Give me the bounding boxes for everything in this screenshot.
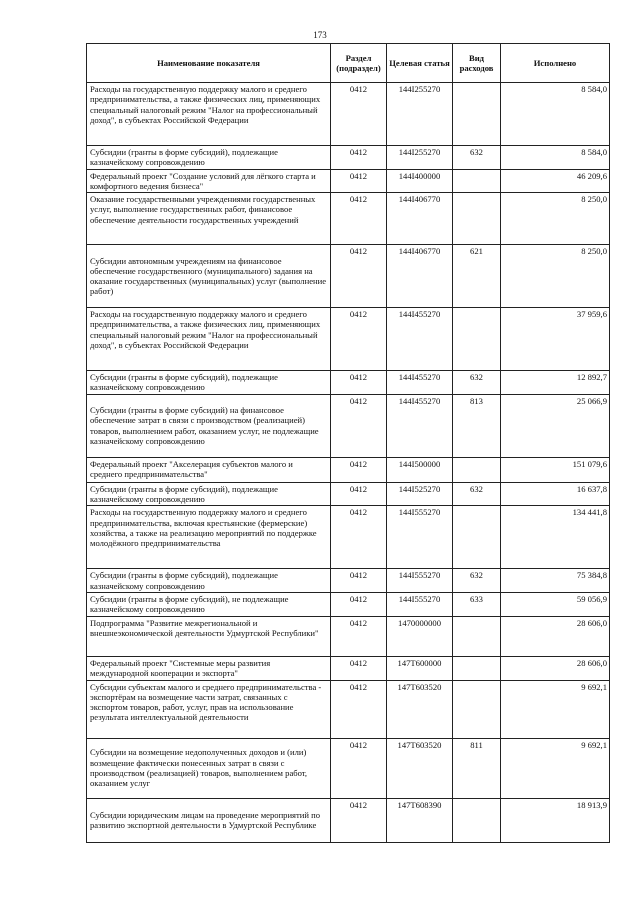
table-row [87,394,610,457]
row-type [453,616,501,656]
row-type: 632 [453,371,501,395]
row-type [453,680,501,738]
row-section: 0412 [331,457,387,482]
row-section: 0412 [331,680,387,738]
row-name: Субсидии субъектам малого и среднего предпринимательства - экспортёрам на возмещение части затрат, связанных с экспортом товаров, работ, услуг, прав на использование результата интеллектуальной деятельности [87,680,331,738]
header-section: Раздел (подраздел) [331,44,387,83]
header-type: Вид расходов [453,44,501,83]
row-type [453,798,501,842]
row-section: 0412 [331,169,387,193]
row-type: 632 [453,482,501,506]
row-name: Расходы на государственную поддержку малого и среднего предпринимательства, а также физических лиц, применяющих специальный налоговый режим "Налог на профессиональный доход", в субъектах Российской Федерации [87,308,331,371]
table-row [87,245,610,308]
row-type [453,193,501,245]
row-name: Субсидии (гранты в форме субсидий), подлежащие казначейскому сопровождению [87,569,331,593]
row-name: Федеральный проект "Создание условий для лёгкого старта и комфортного ведения бизнеса" [87,169,331,193]
row-type [453,457,501,482]
page-number: 173 [313,30,327,40]
row-section: 0412 [331,616,387,656]
table-body [87,83,610,843]
row-name: Субсидии (гранты в форме субсидий), подлежащие казначейскому сопровождению [87,482,331,506]
row-target: 147T600000 [387,656,453,680]
budget-execution-table [86,43,610,843]
table-row [87,193,610,245]
row-target: 144I455270 [387,308,453,371]
row-type [453,83,501,146]
row-name: Субсидии на возмещение недополученных доходов и (или) возмещение фактически понесенных затрат в связи с производством (реализацией) товаров, выполнением работ, оказанием услуг [87,738,331,798]
row-name: Субсидии (гранты в форме субсидий) на финансовое обеспечение затрат в связи с производством (реализацией) товаров, выполнением работ, оказанием услуг, не подлежащие казначейскому сопровождению [87,394,331,457]
row-name: Расходы на государственную поддержку малого и среднего предпринимательства, включая крестьянские (фермерские) хозяйства, а также на реализацию мероприятий по поддержке молодёжного предпринимательства [87,506,331,569]
row-target: 144I555270 [387,506,453,569]
table-row [87,457,610,482]
row-target: 1470000000 [387,616,453,656]
row-executed: 28 606,0 [501,656,610,680]
row-section: 0412 [331,146,387,170]
row-executed: 8 250,0 [501,245,610,308]
row-type: 811 [453,738,501,798]
row-target: 144I255270 [387,83,453,146]
row-executed: 12 892,7 [501,371,610,395]
row-section: 0412 [331,569,387,593]
row-target: 147T603520 [387,738,453,798]
table-header [87,44,610,83]
table-row [87,308,610,371]
row-section: 0412 [331,371,387,395]
row-section: 0412 [331,798,387,842]
table-row [87,680,610,738]
table-row [87,569,610,593]
row-target: 144I455270 [387,371,453,395]
row-name: Расходы на государственную поддержку малого и среднего предпринимательства, а также физических лиц, применяющих специальный налоговый режим "Налог на профессиональный доход", в субъектах Российской Федерации [87,83,331,146]
row-name: Субсидии (гранты в форме субсидий), подлежащие казначейскому сопровождению [87,146,331,170]
row-section: 0412 [331,656,387,680]
row-section: 0412 [331,738,387,798]
row-name: Подпрограмма "Развитие межрегиональной и внешнеэкономической деятельности Удмуртской Республики" [87,616,331,656]
row-target: 144I555270 [387,569,453,593]
row-section: 0412 [331,308,387,371]
row-section: 0412 [331,245,387,308]
table-row [87,146,610,170]
row-section: 0412 [331,394,387,457]
row-executed: 134 441,8 [501,506,610,569]
header-executed: Исполнено [501,44,610,83]
row-target: 147T608390 [387,798,453,842]
row-type [453,169,501,193]
row-target: 144I400000 [387,169,453,193]
row-type: 813 [453,394,501,457]
table-row [87,656,610,680]
row-type [453,308,501,371]
table-row [87,738,610,798]
row-executed: 9 692,1 [501,738,610,798]
row-name: Субсидии (гранты в форме субсидий), подлежащие казначейскому сопровождению [87,371,331,395]
row-type: 633 [453,592,501,616]
row-target: 144I555270 [387,592,453,616]
row-executed: 28 606,0 [501,616,610,656]
header-target: Целевая статья [387,44,453,83]
row-section: 0412 [331,592,387,616]
table-row [87,798,610,842]
row-section: 0412 [331,506,387,569]
table-row [87,371,610,395]
row-target: 144I406770 [387,193,453,245]
row-executed: 59 056,9 [501,592,610,616]
row-section: 0412 [331,482,387,506]
row-executed: 151 079,6 [501,457,610,482]
table-row [87,83,610,146]
row-executed: 25 066,9 [501,394,610,457]
table-row [87,169,610,193]
row-target: 144I525270 [387,482,453,506]
row-type: 632 [453,146,501,170]
row-type [453,506,501,569]
row-section: 0412 [331,193,387,245]
row-name: Субсидии автономным учреждениям на финансовое обеспечение государственного (муниципального) задания на оказание государственных (муниципальных) услуг (выполнение работ) [87,245,331,308]
row-name: Субсидии юридическим лицам на проведение мероприятий по развитию экспортной деятельности в Удмуртской Республике [87,798,331,842]
row-executed: 8 250,0 [501,193,610,245]
row-executed: 9 692,1 [501,680,610,738]
table-row [87,506,610,569]
row-target: 144I500000 [387,457,453,482]
row-target: 144I455270 [387,394,453,457]
row-type [453,656,501,680]
row-executed: 37 959,6 [501,308,610,371]
row-target: 144I255270 [387,146,453,170]
row-executed: 18 913,9 [501,798,610,842]
row-executed: 75 384,8 [501,569,610,593]
row-target: 144I406770 [387,245,453,308]
row-section: 0412 [331,83,387,146]
row-name: Оказание государственными учреждениями государственных услуг, выполнение государственных работ, финансовое обеспечение деятельности государственных учреждений [87,193,331,245]
row-executed: 46 209,6 [501,169,610,193]
row-name: Федеральный проект "Системные меры развития международной кооперации и экспорта" [87,656,331,680]
row-executed: 8 584,0 [501,83,610,146]
table-row [87,616,610,656]
row-target: 147T603520 [387,680,453,738]
row-name: Федеральный проект "Акселерация субъектов малого и среднего предпринимательства" [87,457,331,482]
row-executed: 16 637,8 [501,482,610,506]
row-type: 632 [453,569,501,593]
header-row [87,44,610,83]
table-row [87,592,610,616]
row-executed: 8 584,0 [501,146,610,170]
table-row [87,482,610,506]
row-type: 621 [453,245,501,308]
header-name: Наименование показателя [87,44,331,83]
row-name: Субсидии (гранты в форме субсидий), не подлежащие казначейскому сопровождению [87,592,331,616]
